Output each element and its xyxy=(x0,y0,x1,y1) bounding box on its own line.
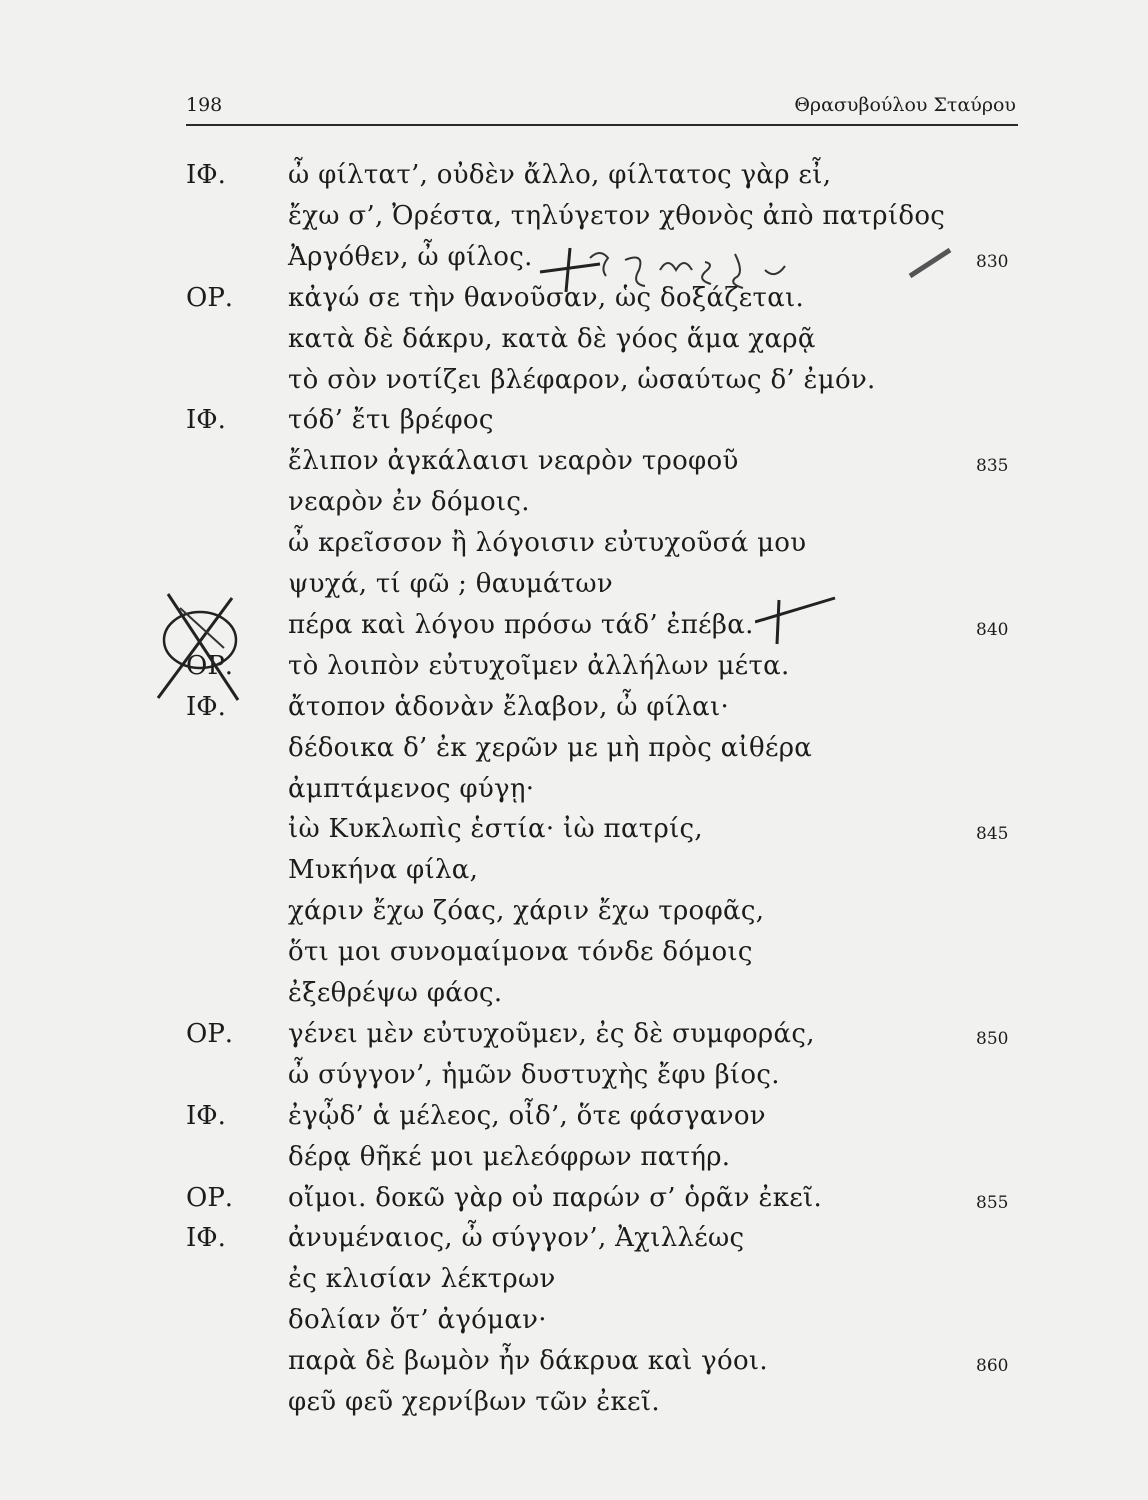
verse-text: κἀγώ σε τὴν θανοῦσαν, ὡς δοξάζεται. xyxy=(288,282,805,313)
speaker-label: ΙΦ. xyxy=(186,405,226,436)
verse-text: ἄτοπον ἁδονὰν ἔλαβον, ὦ φίλαι· xyxy=(288,691,730,722)
verse-text: πέρα καὶ λόγου πρόσω τάδ’ ἐπέβα. xyxy=(288,609,754,640)
verse-text: τόδ’ ἔτι βρέφος xyxy=(288,405,494,436)
verse-text: δέρᾳ θῆκέ μοι μελεόφρων πατήρ. xyxy=(288,1141,731,1172)
verse-text: ἔχω σ’, Ὀρέστα, τηλύγετον χθονὸς ἀπὸ πατρίδος xyxy=(288,200,946,231)
speaker-label: ΙΦ. xyxy=(186,160,226,190)
line-number: 830 xyxy=(976,251,1009,272)
verse-line xyxy=(0,1058,1148,1098)
verse-line xyxy=(0,363,1148,403)
verse-text: ἐγᾦδ’ ἁ μέλεος, οἶδ’, ὅτε φάσγανον xyxy=(288,1100,766,1131)
verse-line xyxy=(0,894,1148,934)
verse-text: ψυχά, τί φῶ ; θαυμάτων xyxy=(288,569,614,599)
line-number: 860 xyxy=(976,1356,1009,1377)
verse-line xyxy=(0,281,1148,321)
verse-line xyxy=(0,935,1148,975)
verse-line xyxy=(0,976,1148,1016)
verse-line xyxy=(0,1344,1148,1384)
verse-text: ἔλιπον ἀγκάλαισι νεαρὸν τροφοῦ xyxy=(288,446,739,477)
verse-text: παρὰ δὲ βωμὸν ἦν δάκρυα καὶ γόοι. xyxy=(288,1346,768,1377)
speaker-label: ΟΡ. xyxy=(186,650,234,681)
verse-line xyxy=(0,567,1148,607)
speaker-label: ΟΡ. xyxy=(186,282,234,313)
verse-line xyxy=(0,1262,1148,1302)
verse-line xyxy=(0,199,1148,239)
verse-text: ὦ φίλτατ’, οὐδὲν ἄλλο, φίλτατος γὰρ εἶ, xyxy=(288,160,832,190)
verse-line xyxy=(0,1303,1148,1343)
line-number: 840 xyxy=(976,619,1009,640)
verse-text: χάριν ἔχω ζόας, χάριν ἔχω τροφᾶς, xyxy=(288,896,765,927)
verse-line xyxy=(0,1221,1148,1261)
verse-text: Ἀργόθεν, ὦ φίλος. xyxy=(288,241,533,272)
verse-text: ἰὼ Κυκλωπὶς ἑστία· ἰὼ πατρίς, xyxy=(288,814,703,845)
page-number: 198 xyxy=(186,94,223,116)
verse-line xyxy=(0,772,1148,812)
verse-text: δέδοικα δ’ ἐκ χερῶν με μὴ πρὸς αἰθέρα xyxy=(288,732,813,763)
verse-line xyxy=(0,812,1148,852)
verse-line xyxy=(0,690,1148,730)
line-number: 855 xyxy=(976,1192,1009,1213)
speaker-label: ΟΡ. xyxy=(186,1018,234,1049)
verse-line xyxy=(0,322,1148,362)
verse-line xyxy=(0,731,1148,771)
speaker-label: ΟΡ. xyxy=(186,1182,234,1213)
verse-line xyxy=(0,649,1148,689)
line-number: 835 xyxy=(976,456,1009,477)
verse-text: κατὰ δὲ δάκρυ, κατὰ δὲ γόος ἅμα χαρᾷ xyxy=(288,323,816,354)
verse-line xyxy=(0,1099,1148,1139)
verse-text: νεαρὸν ἐν δόμοις. xyxy=(288,487,530,518)
verse-line xyxy=(0,158,1148,198)
verse-line xyxy=(0,1181,1148,1221)
verse-line xyxy=(0,1017,1148,1057)
speaker-label: ΙΦ. xyxy=(186,1100,226,1131)
verse-text: οἴμοι. δοκῶ γὰρ οὐ παρών σ’ ὁρᾶν ἐκεῖ. xyxy=(288,1182,823,1213)
line-number: 850 xyxy=(976,1028,1009,1049)
verse-text: ἐξεθρέψω φάος. xyxy=(288,978,503,1008)
speaker-label: ΙΦ. xyxy=(186,1223,226,1254)
verse-line xyxy=(0,485,1148,525)
line-number: 845 xyxy=(976,824,1009,845)
verse-text: γένει μὲν εὐτυχοῦμεν, ἐς δὲ συμφοράς, xyxy=(288,1018,815,1049)
running-title: Θρασυβούλου Σταύρου xyxy=(794,94,1016,116)
verse-line xyxy=(0,240,1148,280)
verse-text: τὸ λοιπὸν εὐτυχοῖμεν ἀλλήλων μέτα. xyxy=(288,650,790,681)
verse-line xyxy=(0,608,1148,648)
verse-text: δολίαν ὅτ’ ἀγόμαν· xyxy=(288,1305,547,1336)
verse-line xyxy=(0,403,1148,443)
verse-line xyxy=(0,1140,1148,1180)
speaker-label: ΙΦ. xyxy=(186,691,226,722)
verse-text: Μυκήνα φίλα, xyxy=(288,855,479,886)
verse-text: ὦ κρεῖσσον ἢ λόγοισιν εὐτυχοῦσά μου xyxy=(288,528,807,559)
verse-line xyxy=(0,444,1148,484)
verse-text: τὸ σὸν νοτίζει βλέφαρον, ὡσαύτως δ’ ἐμόν. xyxy=(288,364,876,395)
verse-line xyxy=(0,853,1148,893)
verse-text: ἀνυμέναιος, ὦ σύγγον’, Ἀχιλλέως xyxy=(288,1223,745,1254)
page-header xyxy=(186,84,1018,126)
verse-text: ἀμπτάμενος φύγῃ· xyxy=(288,773,535,804)
verse-text: ἐς κλισίαν λέκτρων xyxy=(288,1264,556,1295)
verse-text: ὅτι μοι συνομαίμονα τόνδε δόμοις xyxy=(288,937,753,968)
verse-line xyxy=(0,1385,1148,1425)
verse-text: ὦ σύγγον’, ἡμῶν δυστυχὴς ἔφυ βίος. xyxy=(288,1059,780,1090)
verse-line xyxy=(0,526,1148,566)
verse-text: φεῦ φεῦ χερνίβων τῶν ἐκεῖ. xyxy=(288,1387,660,1417)
